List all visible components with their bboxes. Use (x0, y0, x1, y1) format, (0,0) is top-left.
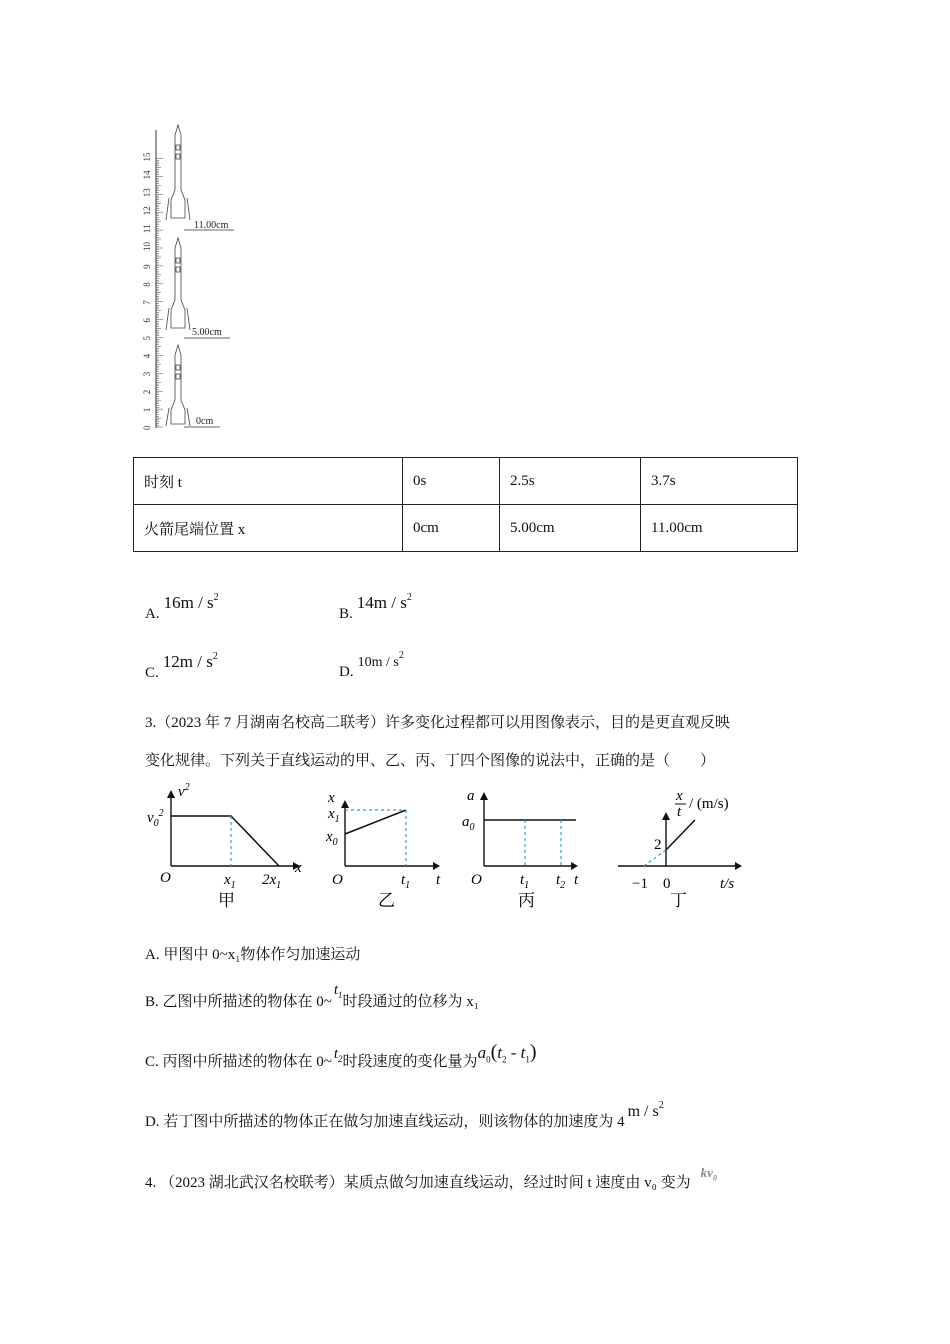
option-a[interactable]: $A.16m / s^2$ (145, 592, 219, 622)
svg-text:t/s: t/s (720, 876, 735, 892)
ruler-tick-label: 10 (142, 242, 152, 251)
svg-text:v02: $v_0^2$ (147, 808, 164, 829)
option-c[interactable]: $C.12m / s^2$ (145, 651, 218, 681)
option-b[interactable]: $B.14m / s^2$ (339, 592, 412, 622)
svg-text:t1: $t_1$ (520, 872, 530, 891)
table-cell: 2.5s (500, 458, 641, 505)
ruler-tick-label: 0 (142, 425, 152, 430)
ruler-tick-label: 6 (142, 318, 152, 323)
ruler-tick-label: 12 (142, 206, 152, 216)
q3-option-a[interactable]: A. 甲图中 0~x₁物体作匀加速运动 (145, 947, 361, 963)
rocket-figure (138, 120, 248, 435)
svg-text:O: O (160, 870, 171, 886)
table-cell: 5.00cm (500, 505, 641, 552)
ruler-tick-label: 13 (142, 188, 152, 198)
c-expression: $a_0(t_2 - t_1)$ (477, 1041, 537, 1065)
svg-text:x: x (328, 790, 335, 806)
svg-text:v2: $v^2$ (178, 782, 190, 800)
rocket-label-0: 0cm (196, 416, 214, 427)
svg-text:x1: $x_1$ (224, 872, 236, 891)
svg-text:O: O (332, 872, 343, 888)
ruler-tick-label: 8 (142, 282, 152, 287)
svg-text:t: t (574, 872, 579, 888)
graph-bing (462, 788, 579, 910)
q3-line1: 3.（2023 年 7 月湖南名校高二联考）许多变化过程都可以用图像表示，目的是更直观反映 (145, 715, 731, 731)
ruler-tick-label: 4 (142, 353, 152, 359)
svg-text:x0: $x_0$ (326, 829, 338, 848)
svg-text:2: 2 (654, 837, 662, 853)
svg-text:a0: $a_0$ (462, 814, 475, 833)
svg-text:甲: 甲 (218, 891, 235, 910)
graphs-row (140, 782, 760, 912)
svg-text:x1: $x_1$ (328, 806, 340, 825)
ruler-tick-label: 14 (142, 170, 152, 180)
table-cell: 11.00cm (641, 505, 798, 552)
table-cell: 时刻 t (134, 458, 403, 505)
svg-text:乙: 乙 (378, 891, 395, 910)
svg-text:−1: −1 (632, 876, 648, 892)
svg-text:t1: $t_1$ (401, 872, 411, 891)
ruler-tick-label: 7 (142, 300, 152, 305)
ruler-tick-label: 9 (142, 264, 152, 269)
svg-text:t2: $t_2$ (556, 872, 566, 891)
table-row (134, 505, 798, 552)
svg-text:t: t (677, 804, 682, 820)
graph-yi (325, 790, 441, 910)
ruler-tick-label: 15 (142, 152, 152, 162)
table-cell: 0s (403, 458, 500, 505)
ruler-tick-label: 11 (142, 224, 152, 234)
rocket-label-11: 11.00cm (194, 220, 229, 231)
ruler-tick-label: 1 (142, 407, 152, 413)
table-row (134, 458, 798, 505)
data-table (133, 457, 798, 552)
svg-text:0: 0 (663, 876, 671, 892)
svg-text:2x1: $2x_1$ (262, 872, 282, 891)
svg-text:x: x (295, 860, 302, 876)
q3-option-b[interactable]: B. 乙图中所描述的物体在 $0\sim t_1$时段通过的位移为 x₁ (145, 982, 480, 1010)
ruler-tick-label: 2 (142, 389, 152, 395)
kv0-expression: $kv_0$ (700, 1165, 717, 1183)
svg-text:x: x (676, 788, 683, 804)
svg-text:t: t (436, 872, 441, 888)
svg-text:O: O (471, 872, 482, 888)
ruler-tick-label: 3 (142, 371, 152, 377)
table-cell: 3.7s (641, 458, 798, 505)
svg-text:/ (m/s): / (m/s) (689, 796, 729, 812)
table-cell: 火箭尾端位置 x (134, 505, 403, 552)
svg-text:a: a (467, 788, 475, 804)
q3-option-c[interactable]: C. 丙图中所描述的物体在 0~ $t_2$时段速度的变化量为$a_0(t_2 - t_1)$ (145, 1041, 537, 1070)
q3-line2: 变化规律。下列关于直线运动的甲、乙、丙、丁四个图像的说法中，正确的是（ ） (145, 753, 716, 769)
q4-line1: 4. （2023 湖北武汉名校联考）某质点做匀加速直线运动，经过时间 t 速度由 v₀ 变为$kv_0$ (145, 1165, 717, 1191)
rocket-label-5: 5.00cm (192, 327, 222, 338)
table-cell: 0cm (403, 505, 500, 552)
q3-option-d[interactable]: D. 若丁图中所描述的物体正在做匀加速直线运动，则该物体的加速度为 $4m / s^2$ (145, 1100, 664, 1130)
svg-text:丙: 丙 (518, 891, 535, 910)
graph-jia (147, 782, 302, 910)
ruler-tick-label: 5 (142, 336, 152, 341)
option-d[interactable]: $D.10m / s^2$ (339, 650, 404, 680)
svg-text:丁: 丁 (670, 891, 687, 910)
graph-ding (618, 788, 742, 910)
